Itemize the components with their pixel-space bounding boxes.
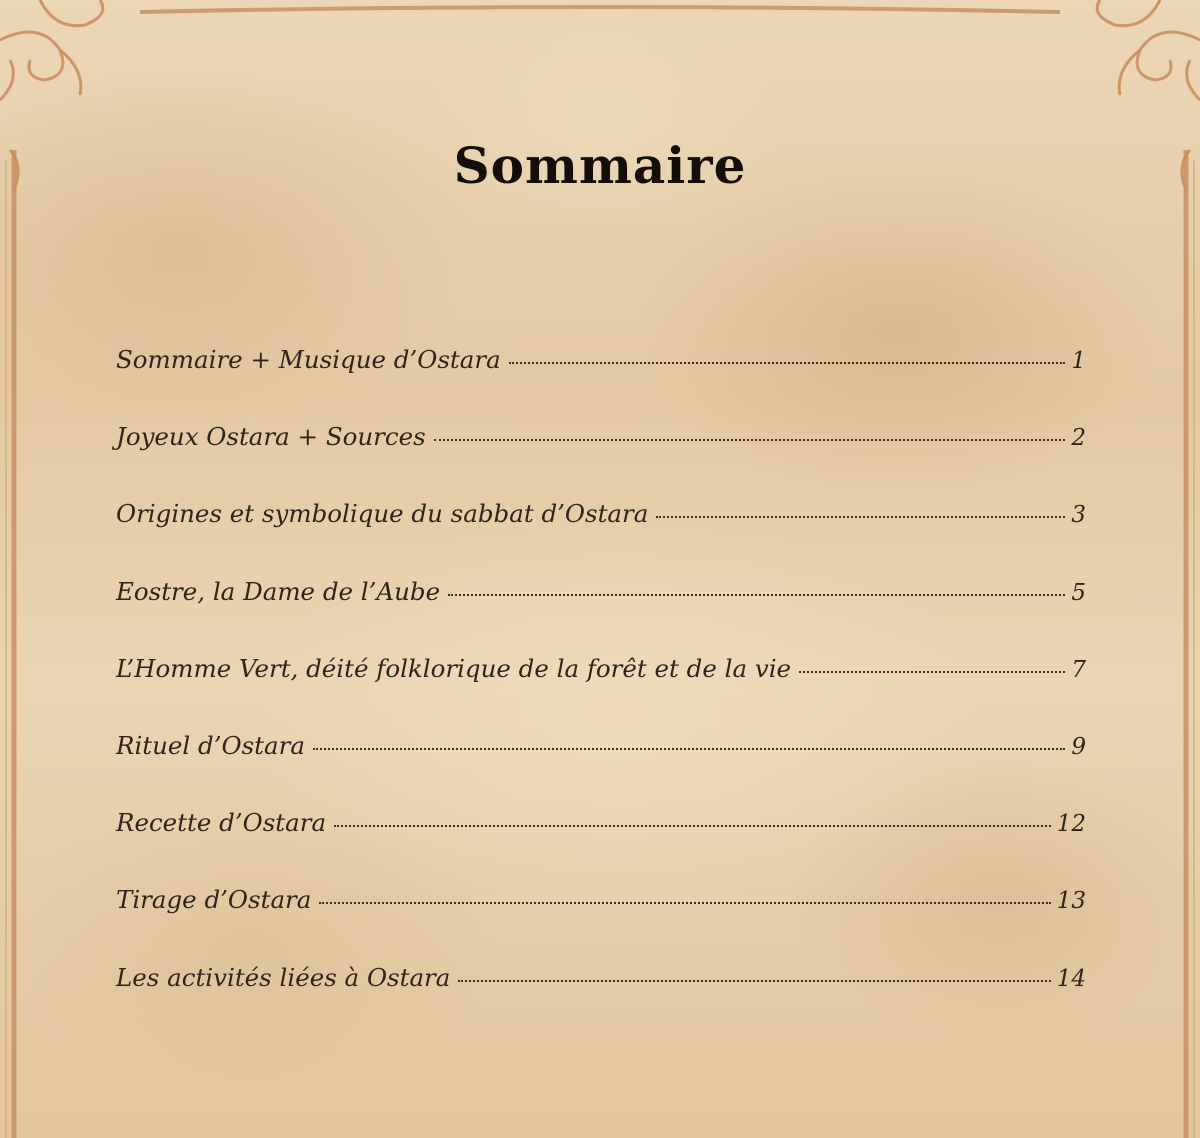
toc-leader-dots [656, 516, 1065, 518]
toc-leader-dots [799, 671, 1065, 673]
toc-entry-page: 12 [1056, 811, 1086, 838]
toc-leader-dots [319, 902, 1050, 904]
toc-entry-label: Rituel d’Ostara [116, 730, 305, 760]
toc-entry[interactable] [116, 499, 1086, 576]
toc-entry[interactable] [116, 731, 1086, 808]
toc-entry-page: 3 [1071, 502, 1086, 529]
toc-leader-dots [509, 362, 1066, 364]
toc-leader-dots [448, 594, 1065, 596]
toc-entry-page: 2 [1071, 425, 1086, 452]
toc-leader-dots [458, 980, 1050, 982]
table-of-contents [116, 345, 1086, 1040]
toc-entry-page: 7 [1071, 656, 1086, 683]
toc-entry-label: Eostre, la Dame de l’Aube [116, 576, 441, 606]
toc-entry-label: Tirage d’Ostara [116, 885, 312, 915]
toc-entry-label: Les activités liées à Ostara [116, 962, 451, 992]
toc-entry[interactable] [116, 885, 1086, 962]
toc-entry[interactable] [116, 577, 1086, 654]
toc-leader-dots [334, 825, 1051, 827]
toc-entry-page: 13 [1056, 888, 1086, 915]
toc-entry-label: Joyeux Ostara + Sources [116, 422, 426, 452]
toc-entry-page: 14 [1056, 965, 1086, 992]
toc-entry[interactable] [116, 654, 1086, 731]
toc-entry-label: Recette d’Ostara [116, 808, 327, 838]
toc-entry[interactable] [116, 422, 1086, 499]
toc-entry-page: 5 [1071, 579, 1086, 606]
toc-leader-dots [434, 439, 1066, 441]
toc-entry-page: 1 [1071, 348, 1086, 374]
toc-entry[interactable] [116, 963, 1086, 1040]
page-title: Sommaire [453, 136, 747, 195]
top-border-line [140, 7, 1060, 12]
toc-entry-label: Sommaire + Musique d’Ostara [116, 345, 501, 374]
toc-entry[interactable] [116, 345, 1086, 422]
toc-leader-dots [313, 748, 1065, 750]
toc-entry-page: 9 [1071, 733, 1086, 760]
toc-entry[interactable] [116, 808, 1086, 885]
toc-entry-label: L’Homme Vert, déité folklorique de la forêt et de la vie [116, 653, 792, 683]
toc-entry-label: Origines et symbolique du sabbat d’Ostara [116, 499, 649, 529]
